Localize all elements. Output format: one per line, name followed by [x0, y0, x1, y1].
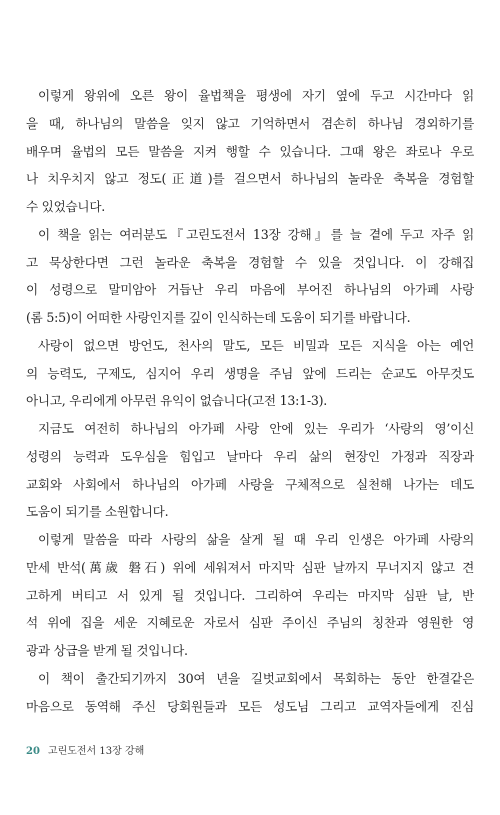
paragraph [26, 332, 474, 415]
body-text [26, 82, 474, 720]
text-line: 마음으로 동역해 주신 당회원들과 모든 성도님 그리고 교역자들에게 진심 [26, 698, 474, 714]
running-title: 고린도전서 13장 강해 [47, 746, 145, 757]
text-line: 배우며 율법의 모든 말씀을 지켜 행할 수 있습니다. 그때 왕은 좌로나 우로 [26, 143, 474, 159]
text-line: 도움이 되기를 소원합니다. [26, 504, 169, 520]
paragraph [26, 526, 474, 665]
paragraph [26, 82, 474, 221]
text-line: 나 치우치지 않고 정도(正道)를 걸으면서 하나님의 놀라운 축복을 경험할 [26, 171, 474, 187]
text-line: 고하게 버티고 서 있게 될 것입니다. 그리하여 우리는 마지막 심판 날, 반 [26, 587, 474, 603]
text-line: (롬 5:5)이 어떠한 사랑인지를 깊이 인식하는데 도움이 되기를 바랍니다. [26, 310, 411, 325]
page-footer [26, 742, 144, 757]
paragraph [26, 221, 474, 332]
text-line: 이렇게 왕위에 오른 왕이 율법책을 평생에 자기 옆에 두고 시간마다 읽 [38, 88, 474, 103]
text-line: 이 책을 읽는 여러분도『고린도전서 13장 강해』를 늘 곁에 두고 자주 읽 [38, 226, 474, 242]
text-line: 사랑이 없으면 방언도, 천사의 말도, 모든 비밀과 모든 지식을 아는 예언 [38, 337, 474, 353]
text-line: 수 있었습니다. [26, 199, 105, 214]
text-line: 이 성령으로 말미암아 거듭난 우리 마음에 부어진 하나님의 아가페 사랑 [26, 282, 474, 298]
text-line: 지금도 여전히 하나님의 아가페 사랑 안에 있는 우리가 ‘사랑의 영’이신 [38, 421, 474, 436]
text-line: 이렇게 말씀을 따라 사랑의 삶을 살게 될 때 우리 인생은 아가페 사랑의 [38, 532, 474, 547]
text-line: 석 위에 집을 세운 지혜로운 자로서 심판 주이신 주님의 칭찬과 영원한 영 [26, 615, 474, 631]
page-number: 20 [26, 746, 40, 757]
text-line: 의 능력도, 구제도, 심지어 우리 생명을 주님 앞에 드리는 순교도 아무것도 [26, 365, 474, 381]
text-line: 교회와 사회에서 하나님의 아가페 사랑을 구체적으로 실천해 나가는 데도 [26, 476, 474, 492]
text-line: 만세 반석(萬歲 磐石) 위에 세워져서 마지막 심판 날까지 무너지지 않고 견 [26, 559, 474, 575]
paragraph [26, 415, 474, 526]
text-line: 을 때, 하나님의 말씀을 잊지 않고 기억하면서 겸손히 하나님 경외하기를 [26, 115, 474, 131]
text-line: 이 책이 출간되기까지 30여 년을 길벗교회에서 목회하는 동안 한결같은 [38, 670, 474, 686]
text-line: 아니고, 우리에게 아무런 유익이 없습니다(고전 13:1-3). [26, 393, 328, 409]
text-line: 고 묵상한다면 그런 놀라운 축복을 경험할 수 있을 것입니다. 이 강해집 [26, 254, 474, 270]
paragraph [26, 665, 474, 721]
text-line: 성령의 능력과 도우심을 힘입고 날마다 우리 삶의 현장인 가정과 직장과 [26, 448, 474, 464]
text-line: 광과 상급을 받게 될 것입니다. [26, 643, 188, 658]
